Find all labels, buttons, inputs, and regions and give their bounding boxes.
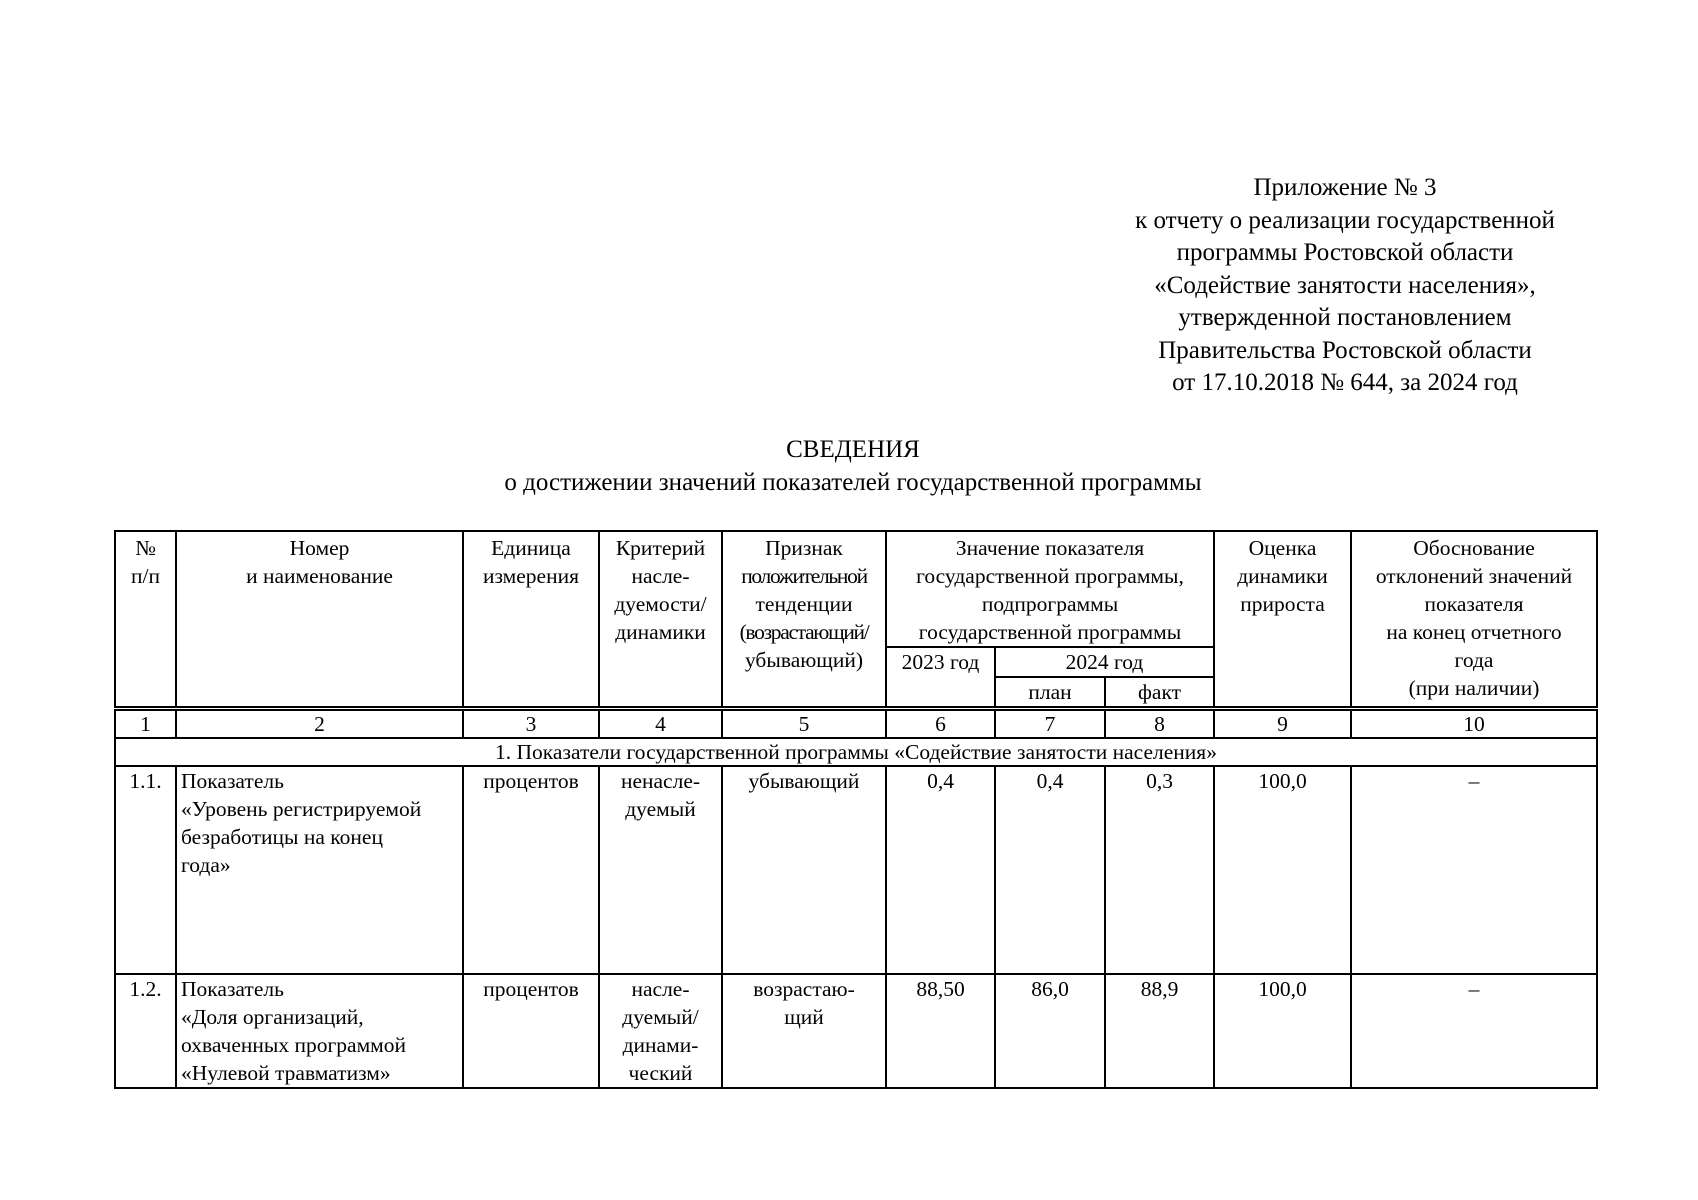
column-number: 7 <box>995 709 1105 739</box>
header-value-group: Значение показателя государственной программы, подпрограммы государственной программы <box>886 531 1214 647</box>
title-heading: СВЕДЕНИЯ <box>786 436 920 463</box>
row-num: 1.1. <box>115 766 176 974</box>
column-number: 5 <box>722 709 886 739</box>
header-fact: факт <box>1105 677 1214 709</box>
row-plan: 0,4 <box>995 766 1105 974</box>
row-criterion: насле- дуемый/ динами- ческий <box>599 974 722 1088</box>
row-name: Показатель «Уровень регистрируемой безработицы на конец года» <box>176 766 463 974</box>
row-score: 100,0 <box>1214 974 1351 1088</box>
row-unit: процентов <box>463 766 599 974</box>
header-year-prev: 2023 год <box>886 647 995 709</box>
header-criterion: Критерий насле- дуемости/ динамики <box>599 531 722 709</box>
header-plan: план <box>995 677 1105 709</box>
header-name: Номер и наименование <box>176 531 463 709</box>
column-number: 6 <box>886 709 995 739</box>
section-row <box>115 738 1597 766</box>
column-number: 1 <box>115 709 176 739</box>
table-row <box>115 974 1597 1088</box>
column-number: 8 <box>1105 709 1214 739</box>
header-trend <box>722 531 886 709</box>
column-number: 10 <box>1351 709 1597 739</box>
row-fact: 88,9 <box>1105 974 1214 1088</box>
header-num: № п/п <box>115 531 176 709</box>
row-score: 100,0 <box>1214 766 1351 974</box>
row-unit: процентов <box>463 974 599 1088</box>
section-title: 1. Показатели государственной программы «Содействие занятости населения» <box>115 738 1597 766</box>
row-fact: 0,3 <box>1105 766 1214 974</box>
document-title <box>380 433 1326 499</box>
column-number: 9 <box>1214 709 1351 739</box>
row-value-2023: 0,4 <box>886 766 995 974</box>
header-trend-line: убывающий) <box>744 648 864 672</box>
column-number: 2 <box>176 709 463 739</box>
header-year-cur: 2024 год <box>995 647 1214 677</box>
header-reason: Обоснование отклонений значений показателя на конец отчетного года (при наличии) <box>1351 531 1597 709</box>
header-trend-line: тенденции <box>755 592 853 616</box>
appendix-block <box>1080 172 1610 400</box>
appendix-line: «Содействие занятости населения», <box>1154 271 1536 299</box>
appendix-line: утвержденной постановлением <box>1178 304 1512 331</box>
appendix-line: Приложение № 3 <box>1253 174 1437 201</box>
column-number: 3 <box>463 709 599 739</box>
header-score: Оценка динамики прироста <box>1214 531 1351 709</box>
table-row <box>115 766 1597 974</box>
row-value-2023: 88,50 <box>886 974 995 1088</box>
header-row <box>115 531 1597 647</box>
column-numbers-row <box>115 709 1597 739</box>
title-subheading: о достижении значений показателей государственной программы <box>504 469 1202 496</box>
header-trend-line: положительной <box>741 564 867 588</box>
row-criterion: ненасле- дуемый <box>599 766 722 974</box>
header-trend-line: Признак <box>765 536 843 560</box>
row-trend: возрастаю- щий <box>722 974 886 1088</box>
row-num: 1.2. <box>115 974 176 1088</box>
row-name: Показатель «Доля организаций, охваченных программой «Нулевой травматизм» <box>176 974 463 1088</box>
column-number: 4 <box>599 709 722 739</box>
row-reason: – <box>1351 766 1597 974</box>
indicators-table <box>114 530 1598 1089</box>
row-plan: 86,0 <box>995 974 1105 1088</box>
appendix-line: от 17.10.2018 № 644, за 2024 год <box>1172 369 1518 396</box>
appendix-line: к отчету о реализации государственной <box>1135 206 1555 234</box>
header-unit: Единица измерения <box>463 531 599 709</box>
appendix-line: Правительства Ростовской области <box>1158 336 1532 364</box>
appendix-line: программы Ростовской области <box>1176 239 1514 266</box>
indicators-table-wrap <box>114 530 1598 1089</box>
row-reason: – <box>1351 974 1597 1088</box>
header-trend-line: (возрастающий/ <box>739 620 869 644</box>
row-trend: убывающий <box>722 766 886 974</box>
